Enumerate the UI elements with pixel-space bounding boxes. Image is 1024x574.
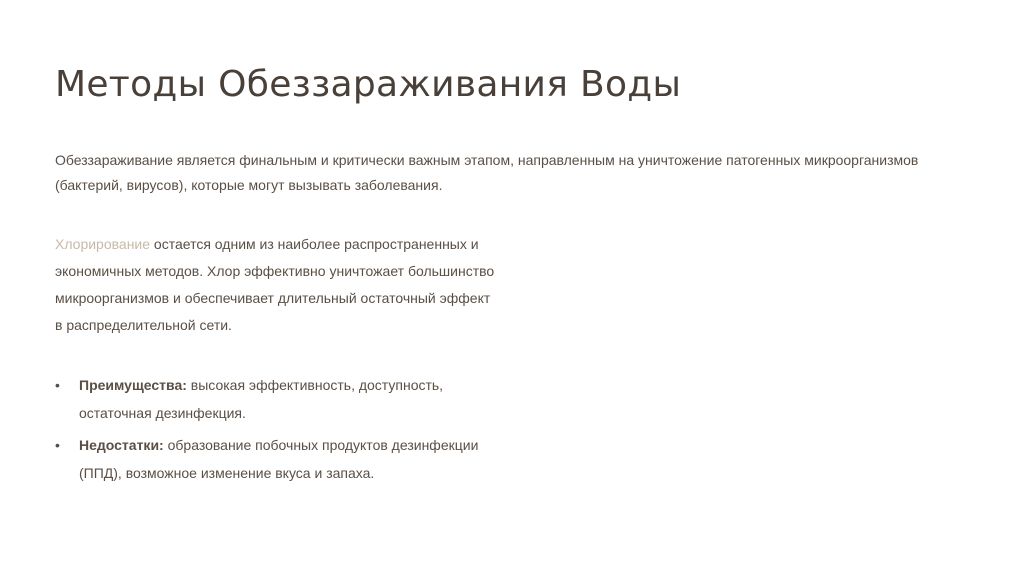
chlorination-highlight: Хлорирование [55, 236, 151, 252]
slide-title: Методы Обеззараживания Воды [55, 64, 682, 105]
disadvantages-label: Недостатки: [79, 437, 164, 453]
chlorination-text: остается одним из наиболее распространенных и экономичных методов. Хлор эффективно уничтожает большинство микроорганизмов и обеспечивает длительный остаточный эффект в распределительной сети. [55, 236, 495, 333]
bullet-marker: • [55, 377, 60, 393]
bullet-item-disadvantages [55, 431, 479, 487]
disadvantages-text: образование побочных продуктов дезинфекции (ППД), возможное изменение вкуса и запаха. [79, 437, 479, 481]
advantages-text: высокая эффективность, доступность, остаточная дезинфекция. [79, 377, 444, 421]
intro-paragraph: Обеззараживание является финальным и критически важным этапом, направленным на уничтожение патогенных микроорганизмов (бактерий, вирусов), которые могут вызывать заболевания. [55, 152, 919, 193]
bullet-list [55, 371, 505, 491]
bullet-marker: • [55, 437, 60, 453]
advantages-label: Преимущества: [79, 377, 187, 393]
bullet-item-advantages [55, 371, 499, 427]
chlorination-paragraph [55, 231, 495, 339]
